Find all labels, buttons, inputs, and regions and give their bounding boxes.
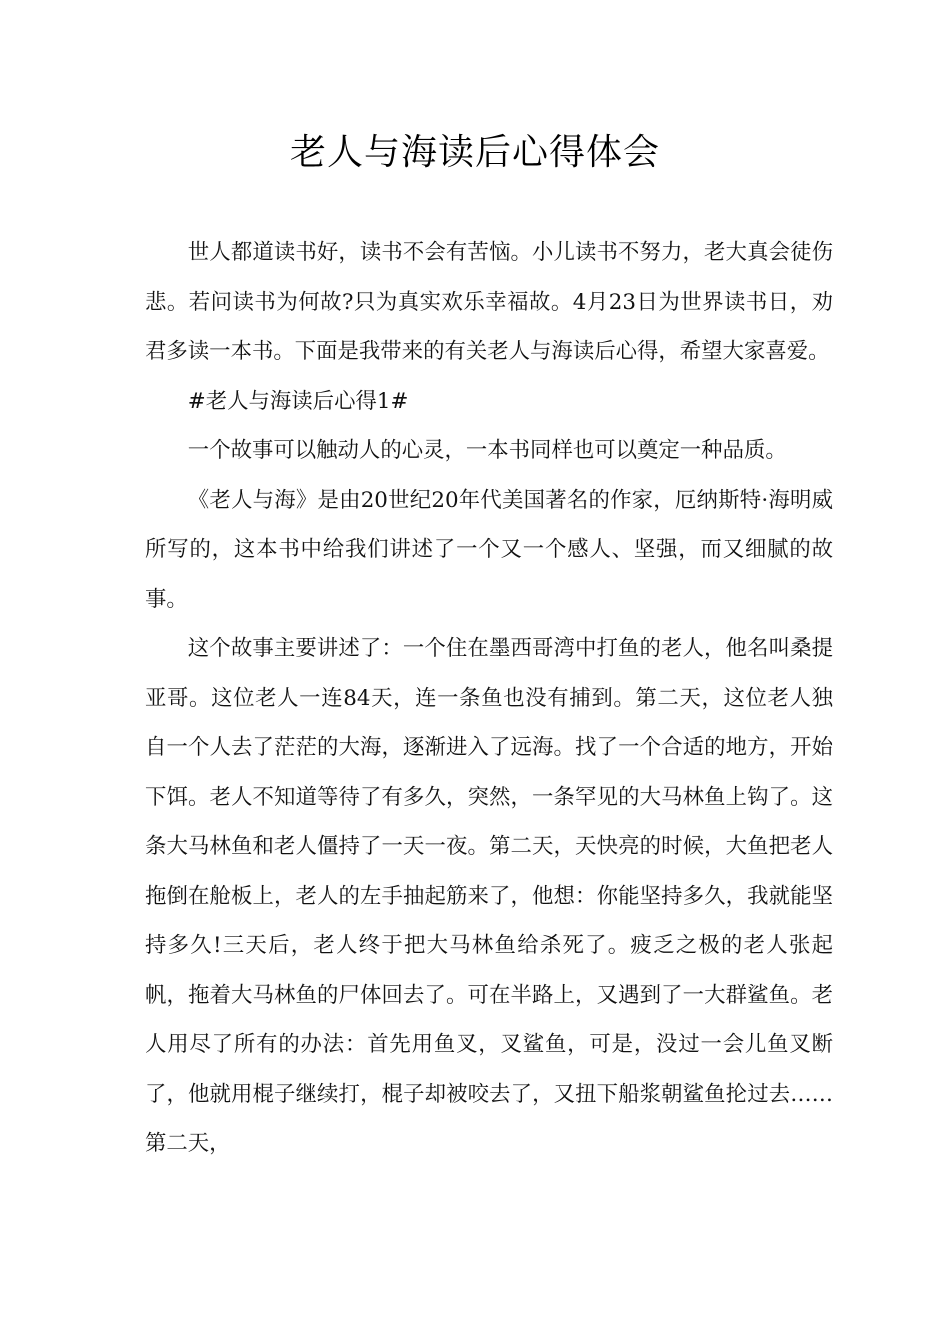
paragraph: 一个故事可以触动人的心灵，一本书同样也可以奠定一种品质。 <box>187 438 787 463</box>
paragraph: 《老人与海》是由20世纪20年代美国著名的作家，厄纳斯特·海明威所写的，这本书中给我们讲述了一个又一个感人、坚强，而又细腻的故事。 <box>145 487 833 612</box>
paragraph-intro: 世人都道读书好，读书不会有苦恼。小儿读书不努力，老大真会徒伤悲。若问读书为何故?只为真实欢乐幸福故。4月23日为世界读书日，劝君多读一本书。下面是我带来的有关老人与海读后心得，希望大家喜爱。 <box>145 240 833 364</box>
document-title: 老人与海读后心得体会 <box>289 132 660 173</box>
section-heading: #老人与海读后心得1# <box>187 388 409 414</box>
document-body <box>145 228 833 1169</box>
paragraph: 这个故事主要讲述了：一个住在墨西哥湾中打鱼的老人，他名叫桑提亚哥。这位老人一连84天，连一条鱼也没有捕到。第二天，这位老人独自一个人去了茫茫的大海，逐渐进入了远海。找了一个合适的地方，开始下饵。老人不知道等待了有多久，突然，一条罕见的大马林鱼上钩了。这条大马林鱼和老人僵持了一天一夜。第二天，天快亮的时候，大鱼把老人拖倒在舱板上，老人的左手抽起筋来了，他想：你能坚持多久，我就能坚持多久!三天后，老人终于把大马林鱼给杀死了。疲乏之极的老人张起帆，拖着大马林鱼的尸体回去了。可在半路上，又遇到了一大群鲨鱼。老人用尽了所有的办法：首先用鱼叉，叉鲨鱼，可是，没过一会儿鱼叉断了，他就用棍子继续打，棍子却被咬去了，又扭下船浆朝鲨鱼抡过去……第二天， <box>145 636 833 1156</box>
